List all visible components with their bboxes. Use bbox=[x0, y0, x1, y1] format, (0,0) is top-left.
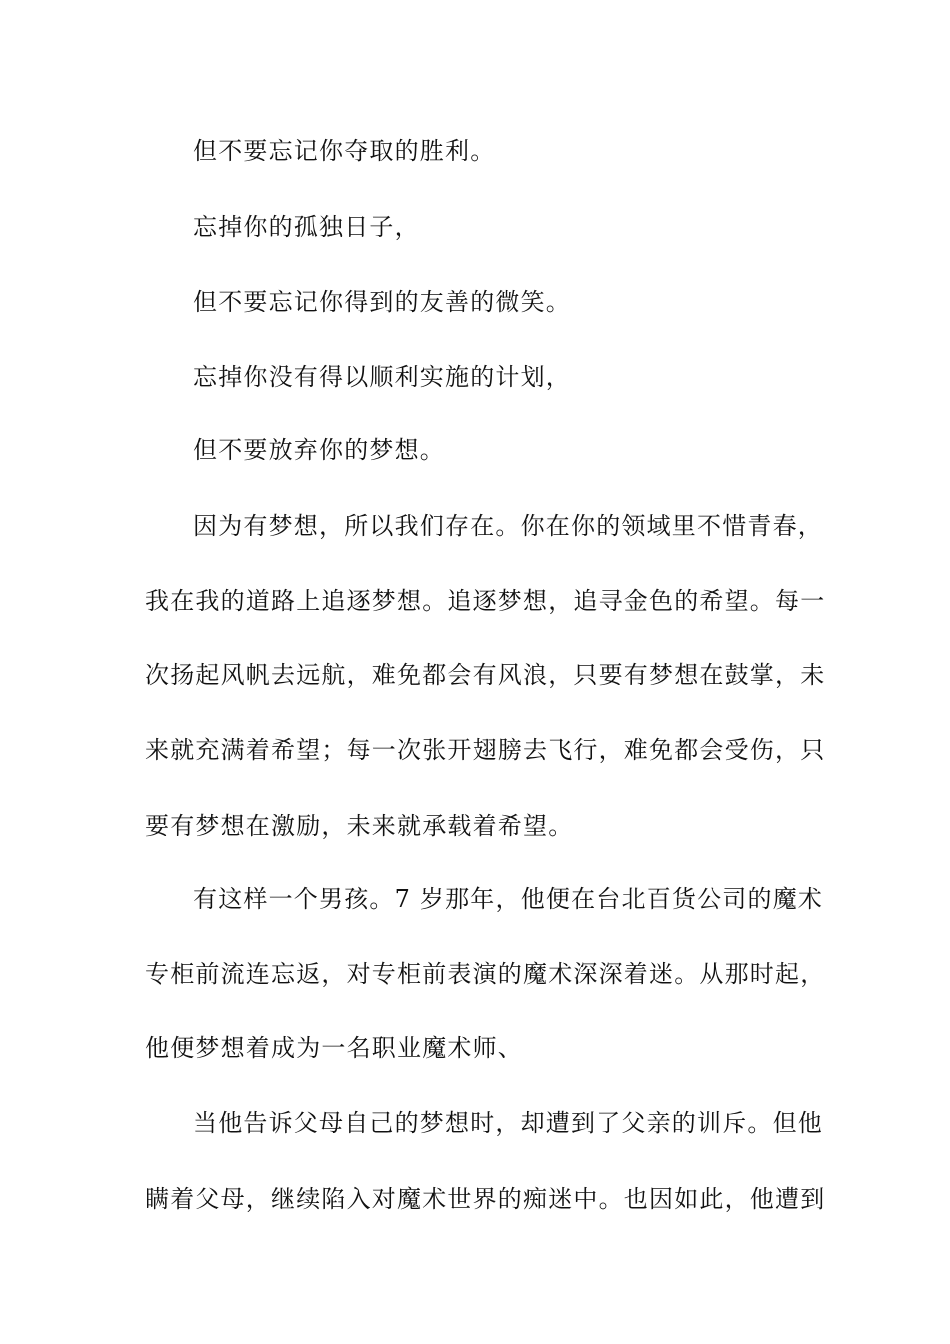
paragraph-line: 次扬起风帆去远航，难免都会有风浪，只要有梦想在鼓掌，未 bbox=[145, 661, 826, 689]
text-line: 忘掉你没有得以顺利实施的计划， bbox=[193, 363, 571, 391]
paragraph-line: 来就充满着希望；每一次张开翅膀去飞行，难免都会受伤，只 bbox=[145, 736, 826, 764]
paragraph-line: 有这样一个男孩。7 岁那年，他便在台北百货公司的魔术 bbox=[193, 885, 824, 913]
paragraph-line: 因为有梦想，所以我们存在。你在你的领域里不惜青春， bbox=[193, 512, 823, 540]
paragraph-line: 专柜前流连忘返，对专柜前表演的魔术深深着迷。从那时起， bbox=[145, 960, 826, 988]
paragraph-line: 瞒着父母，继续陷入对魔术世界的痴迷中。也因如此，他遭到 bbox=[145, 1185, 826, 1213]
text-line: 但不要忘记你得到的友善的微笑。 bbox=[193, 288, 571, 316]
paragraph-line: 他便梦想着成为一名职业魔术师、 bbox=[145, 1034, 523, 1062]
text-line: 但不要忘记你夺取的胜利。 bbox=[193, 137, 496, 165]
paragraph-line: 我在我的道路上追逐梦想。追逐梦想，追寻金色的希望。每一 bbox=[145, 587, 826, 615]
text-line: 忘掉你的孤独日子， bbox=[193, 213, 420, 241]
text-line: 但不要放弃你的梦想。 bbox=[193, 436, 445, 464]
paragraph-line: 当他告诉父母自己的梦想时，却遭到了父亲的训斥。但他 bbox=[193, 1109, 823, 1137]
paragraph-line: 要有梦想在激励，未来就承载着希望。 bbox=[145, 812, 574, 840]
